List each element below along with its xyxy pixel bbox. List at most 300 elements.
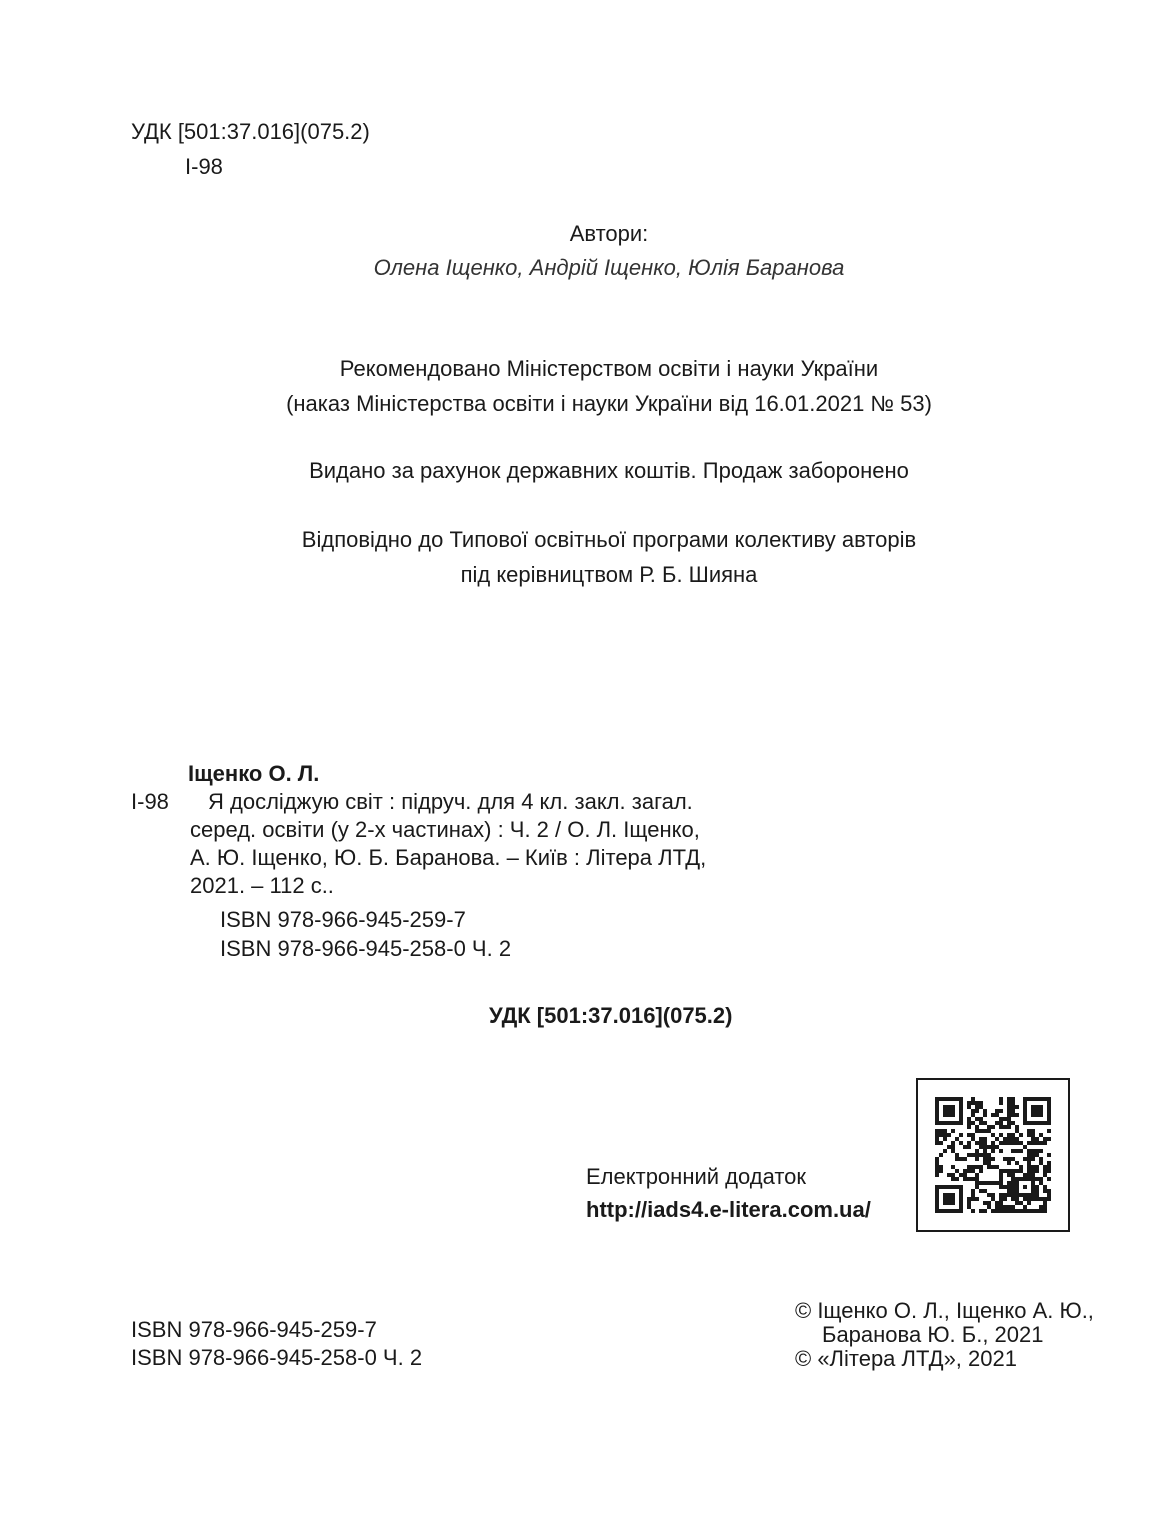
qr-module xyxy=(995,1137,999,1141)
catalog-card-code: І-98 xyxy=(131,789,169,814)
qr-module xyxy=(967,1201,971,1205)
qr-module xyxy=(999,1209,1003,1213)
qr-module xyxy=(935,1185,939,1189)
qr-module xyxy=(955,1097,959,1101)
qr-module xyxy=(1047,1105,1051,1109)
qr-module xyxy=(979,1141,983,1145)
qr-module xyxy=(991,1181,995,1185)
qr-module xyxy=(1035,1185,1039,1189)
qr-module xyxy=(935,1137,939,1141)
qr-module xyxy=(1039,1205,1043,1209)
qr-module xyxy=(1023,1205,1027,1209)
qr-module xyxy=(939,1141,943,1145)
qr-module xyxy=(979,1117,983,1121)
qr-module xyxy=(935,1109,939,1113)
qr-module xyxy=(999,1149,1003,1153)
qr-module xyxy=(999,1169,1003,1173)
qr-module xyxy=(1023,1197,1027,1201)
qr-module xyxy=(1039,1109,1043,1113)
qr-module xyxy=(1023,1193,1027,1197)
qr-module xyxy=(1035,1141,1039,1145)
qr-module xyxy=(1007,1141,1011,1145)
qr-module xyxy=(975,1177,979,1181)
qr-module xyxy=(1031,1173,1035,1177)
qr-module xyxy=(967,1105,971,1109)
qr-module xyxy=(967,1197,971,1201)
catalog-card-udk: УДК [501:37.016](075.2) xyxy=(489,1003,733,1028)
qr-module xyxy=(983,1209,987,1213)
qr-module xyxy=(1007,1133,1011,1137)
qr-module xyxy=(1007,1193,1011,1197)
qr-module xyxy=(935,1121,939,1125)
qr-module xyxy=(1035,1109,1039,1113)
qr-module xyxy=(995,1113,999,1117)
qr-module xyxy=(1023,1145,1027,1149)
qr-module xyxy=(1043,1137,1047,1141)
qr-module xyxy=(959,1193,963,1197)
qr-module xyxy=(991,1125,995,1129)
qr-module xyxy=(935,1141,939,1145)
qr-module xyxy=(995,1209,999,1213)
qr-module xyxy=(1035,1153,1039,1157)
published-notice: Видано за рахунок державних коштів. Продаж заборонено xyxy=(309,458,909,483)
qr-module xyxy=(975,1101,979,1105)
qr-module xyxy=(1047,1197,1051,1201)
qr-module xyxy=(975,1157,979,1161)
qr-module xyxy=(1027,1161,1031,1165)
qr-module xyxy=(1011,1133,1015,1137)
catalog-card-description xyxy=(190,788,740,900)
qr-module xyxy=(1027,1177,1031,1181)
qr-module xyxy=(1023,1157,1027,1161)
qr-module xyxy=(1003,1169,1007,1173)
qr-module xyxy=(1039,1097,1043,1101)
qr-module xyxy=(983,1181,987,1185)
qr-module xyxy=(971,1113,975,1117)
qr-module xyxy=(975,1149,979,1153)
qr-module xyxy=(1043,1121,1047,1125)
qr-module xyxy=(1027,1097,1031,1101)
qr-module xyxy=(1039,1209,1043,1213)
qr-module xyxy=(971,1109,975,1113)
qr-module xyxy=(991,1157,995,1161)
qr-module xyxy=(947,1173,951,1177)
qr-module xyxy=(1035,1121,1039,1125)
catalog-card-description-line: 2021. – 112 с.. xyxy=(190,873,334,898)
qr-module xyxy=(979,1153,983,1157)
qr-module xyxy=(971,1153,975,1157)
qr-module xyxy=(1011,1157,1015,1161)
udk-top-code: І-98 xyxy=(185,154,223,179)
qr-module xyxy=(1031,1121,1035,1125)
qr-module xyxy=(1039,1133,1043,1137)
qr-module xyxy=(943,1149,947,1153)
qr-module xyxy=(935,1201,939,1205)
qr-module xyxy=(971,1197,975,1201)
qr-module xyxy=(939,1129,943,1133)
qr-module xyxy=(991,1141,995,1145)
qr-module xyxy=(947,1121,951,1125)
qr-module xyxy=(1011,1169,1015,1173)
qr-module xyxy=(967,1125,971,1129)
qr-module xyxy=(999,1125,1003,1129)
qr-module xyxy=(1031,1185,1035,1189)
qr-module xyxy=(1039,1105,1043,1109)
qr-module xyxy=(947,1105,951,1109)
qr-module xyxy=(1023,1101,1027,1105)
udk-top-label: УДК [501:37.016](075.2) xyxy=(131,119,370,144)
qr-module xyxy=(1031,1193,1035,1197)
qr-module xyxy=(1015,1185,1019,1189)
qr-module xyxy=(1011,1193,1015,1197)
qr-module xyxy=(983,1145,987,1149)
qr-module xyxy=(955,1153,959,1157)
qr-module xyxy=(1015,1177,1019,1181)
qr-module xyxy=(971,1137,975,1141)
qr-module xyxy=(955,1169,959,1173)
qr-module xyxy=(1035,1209,1039,1213)
qr-module xyxy=(1043,1185,1047,1189)
qr-module xyxy=(1011,1097,1015,1101)
qr-module xyxy=(935,1113,939,1117)
qr-module xyxy=(1043,1205,1047,1209)
qr-module xyxy=(975,1173,979,1177)
qr-module xyxy=(983,1161,987,1165)
qr-module xyxy=(1019,1177,1023,1181)
qr-module xyxy=(1035,1137,1039,1141)
qr-module xyxy=(1011,1121,1015,1125)
qr-module xyxy=(1011,1109,1015,1113)
qr-module xyxy=(1015,1161,1019,1165)
qr-module xyxy=(995,1145,999,1149)
qr-module xyxy=(979,1105,983,1109)
qr-module xyxy=(1035,1165,1039,1169)
qr-module xyxy=(1047,1129,1051,1133)
qr-module xyxy=(1039,1181,1043,1185)
qr-module xyxy=(1027,1133,1031,1137)
qr-module xyxy=(987,1201,991,1205)
qr-module xyxy=(1019,1141,1023,1145)
qr-module xyxy=(995,1121,999,1125)
qr-module xyxy=(999,1109,1003,1113)
qr-module xyxy=(1023,1177,1027,1181)
qr-module xyxy=(951,1109,955,1113)
qr-module xyxy=(935,1097,939,1101)
qr-module xyxy=(1023,1097,1027,1101)
qr-module xyxy=(999,1133,1003,1137)
qr-module xyxy=(999,1181,1003,1185)
qr-module xyxy=(943,1109,947,1113)
qr-module xyxy=(1011,1197,1015,1201)
qr-module xyxy=(991,1145,995,1149)
qr-module xyxy=(947,1185,951,1189)
qr-module xyxy=(1043,1169,1047,1173)
qr-module xyxy=(959,1105,963,1109)
qr-module xyxy=(1011,1141,1015,1145)
qr-module xyxy=(935,1129,939,1133)
qr-module xyxy=(999,1197,1003,1201)
qr-module xyxy=(967,1117,971,1121)
qr-module xyxy=(1007,1185,1011,1189)
qr-module xyxy=(1039,1149,1043,1153)
qr-module xyxy=(1039,1157,1043,1161)
qr-module xyxy=(943,1121,947,1125)
qr-module xyxy=(1011,1185,1015,1189)
qr-module xyxy=(951,1209,955,1213)
qr-module xyxy=(1031,1109,1035,1113)
qr-module xyxy=(955,1209,959,1213)
qr-module xyxy=(991,1197,995,1201)
qr-module xyxy=(1011,1149,1015,1153)
qr-module xyxy=(1035,1169,1039,1173)
qr-module xyxy=(1043,1197,1047,1201)
qr-module xyxy=(1003,1137,1007,1141)
qr-module xyxy=(967,1169,971,1173)
catalog-card-isbn-2: ISBN 978-966-945-258-0 Ч. 2 xyxy=(220,936,512,961)
qr-module xyxy=(1031,1129,1035,1133)
qr-module xyxy=(1043,1173,1047,1177)
qr-module xyxy=(1035,1097,1039,1101)
qr-module xyxy=(1031,1141,1035,1145)
qr-module xyxy=(987,1193,991,1197)
qr-module xyxy=(947,1209,951,1213)
qr-module xyxy=(967,1133,971,1137)
qr-module xyxy=(939,1209,943,1213)
qr-module xyxy=(1007,1209,1011,1213)
qr-module xyxy=(951,1121,955,1125)
qr-module xyxy=(1035,1193,1039,1197)
qr-module xyxy=(967,1205,971,1209)
qr-module xyxy=(1027,1153,1031,1157)
catalog-card-description-line: А. Ю. Іщенко, Ю. Б. Баранова. – Київ : Літера ЛТД, xyxy=(190,845,707,870)
qr-module xyxy=(975,1141,979,1145)
qr-module xyxy=(1047,1193,1051,1197)
qr-module xyxy=(1015,1149,1019,1153)
qr-module xyxy=(975,1117,979,1121)
qr-module xyxy=(987,1161,991,1165)
isbn-bottom-2: ISBN 978-966-945-258-0 Ч. 2 xyxy=(131,1345,423,1370)
qr-module xyxy=(983,1109,987,1113)
qr-module xyxy=(935,1101,939,1105)
authors-label: Автори: xyxy=(569,221,649,246)
qr-module xyxy=(995,1205,999,1209)
qr-module xyxy=(959,1205,963,1209)
qr-module xyxy=(939,1097,943,1101)
qr-module xyxy=(1027,1197,1031,1201)
electronic-supplement-label: Електронний додаток xyxy=(586,1164,807,1189)
electronic-supplement-url[interactable]: http://iads4.e-litera.com.ua/ xyxy=(586,1197,871,1222)
qr-module xyxy=(999,1101,1003,1105)
qr-module xyxy=(971,1189,975,1193)
qr-module xyxy=(1035,1177,1039,1181)
qr-module xyxy=(979,1145,983,1149)
qr-module xyxy=(975,1125,979,1129)
qr-module xyxy=(979,1209,983,1213)
qr-module xyxy=(1015,1189,1019,1193)
qr-module xyxy=(959,1185,963,1189)
qr-module xyxy=(1043,1141,1047,1145)
qr-module xyxy=(935,1169,939,1173)
qr-module xyxy=(971,1193,975,1197)
qr-module xyxy=(959,1157,963,1161)
qr-module xyxy=(1003,1141,1007,1145)
qr-module xyxy=(983,1121,987,1125)
qr-module xyxy=(947,1201,951,1205)
qr-module xyxy=(963,1145,967,1149)
qr-module xyxy=(1007,1097,1011,1101)
qr-module xyxy=(943,1133,947,1137)
qr-module xyxy=(1003,1117,1007,1121)
qr-module xyxy=(1027,1141,1031,1145)
qr-module xyxy=(959,1173,963,1177)
catalog-card-description-line: серед. освіти (у 2-х частинах) : Ч. 2 / О. Л. Іщенко, xyxy=(190,817,700,842)
qr-module xyxy=(1019,1201,1023,1205)
qr-module xyxy=(1031,1177,1035,1181)
qr-module xyxy=(951,1113,955,1117)
qr-module xyxy=(955,1137,959,1141)
qr-module xyxy=(959,1109,963,1113)
qr-module xyxy=(1007,1121,1011,1125)
qr-module xyxy=(951,1097,955,1101)
qr-module xyxy=(1027,1129,1031,1133)
qr-module xyxy=(1047,1097,1051,1101)
qr-module xyxy=(987,1181,991,1185)
qr-module xyxy=(1043,1189,1047,1193)
qr-module xyxy=(959,1209,963,1213)
qr-module xyxy=(995,1181,999,1185)
qr-module xyxy=(963,1157,967,1161)
recommendation-line-1: Рекомендовано Міністерством освіти і науки України xyxy=(339,356,879,381)
qr-module xyxy=(1003,1209,1007,1213)
qr-module xyxy=(935,1205,939,1209)
qr-module xyxy=(959,1113,963,1117)
qr-module xyxy=(939,1185,943,1189)
qr-module xyxy=(1011,1177,1015,1181)
qr-module xyxy=(951,1165,955,1169)
catalog-card-isbn-1: ISBN 978-966-945-259-7 xyxy=(220,907,466,932)
qr-module xyxy=(947,1193,951,1197)
qr-module xyxy=(975,1181,979,1185)
qr-module xyxy=(1011,1173,1015,1177)
qr-module xyxy=(987,1125,991,1129)
qr-module xyxy=(1011,1137,1015,1141)
qr-module xyxy=(999,1173,1003,1177)
qr-module xyxy=(971,1169,975,1173)
qr-module xyxy=(999,1201,1003,1205)
qr-module xyxy=(935,1193,939,1197)
qr-module xyxy=(939,1169,943,1173)
qr-module xyxy=(951,1105,955,1109)
qr-module xyxy=(979,1189,983,1193)
qr-module xyxy=(995,1165,999,1169)
qr-module xyxy=(1031,1137,1035,1141)
qr-module xyxy=(935,1133,939,1137)
qr-module xyxy=(959,1117,963,1121)
qr-module xyxy=(959,1133,963,1137)
qr-module xyxy=(1043,1209,1047,1213)
qr-module xyxy=(1007,1137,1011,1141)
qr-module xyxy=(951,1193,955,1197)
qr-module xyxy=(1031,1113,1035,1117)
qr-module xyxy=(947,1113,951,1117)
catalog-card-author: Іщенко О. Л. xyxy=(188,761,320,786)
qr-module xyxy=(1027,1169,1031,1173)
qr-module xyxy=(1011,1101,1015,1105)
qr-module xyxy=(1003,1185,1007,1189)
qr-module xyxy=(983,1137,987,1141)
qr-module xyxy=(947,1109,951,1113)
qr-module xyxy=(1003,1193,1007,1197)
qr-module xyxy=(1015,1125,1019,1129)
qr-module xyxy=(1003,1157,1007,1161)
qr-module xyxy=(1007,1113,1011,1117)
qr-module xyxy=(999,1177,1003,1181)
qr-module xyxy=(951,1177,955,1181)
qr-module xyxy=(1015,1209,1019,1213)
qr-module xyxy=(1039,1113,1043,1117)
qr-module xyxy=(955,1177,959,1181)
qr-module xyxy=(995,1109,999,1113)
qr-module xyxy=(935,1165,939,1169)
qr-module xyxy=(1031,1097,1035,1101)
qr-module xyxy=(1043,1201,1047,1205)
qr-module xyxy=(1011,1113,1015,1117)
qr-module xyxy=(963,1173,967,1177)
qr-module xyxy=(999,1121,1003,1125)
qr-module xyxy=(935,1189,939,1193)
catalog-card-description-line: Я досліджую світ : підруч. для 4 кл. закл. загал. xyxy=(208,789,693,814)
qr-module xyxy=(951,1197,955,1201)
qr-module xyxy=(1027,1201,1031,1205)
qr-module xyxy=(1047,1161,1051,1165)
qr-module xyxy=(1015,1113,1019,1117)
qr-module xyxy=(1003,1197,1007,1201)
qr-module xyxy=(1011,1181,1015,1185)
qr-module xyxy=(935,1157,939,1161)
qr-module xyxy=(1047,1177,1051,1181)
qr-module xyxy=(963,1169,967,1173)
qr-module xyxy=(1047,1121,1051,1125)
qr-module xyxy=(967,1101,971,1105)
qr-module xyxy=(983,1141,987,1145)
qr-module xyxy=(943,1193,947,1197)
qr-module xyxy=(1047,1117,1051,1121)
qr-module xyxy=(951,1173,955,1177)
qr-module xyxy=(983,1201,987,1205)
qr-module xyxy=(935,1173,939,1177)
qr-module xyxy=(1007,1117,1011,1121)
qr-module xyxy=(1007,1173,1011,1177)
qr-module xyxy=(1035,1189,1039,1193)
qr-module xyxy=(987,1145,991,1149)
qr-module xyxy=(955,1121,959,1125)
qr-module xyxy=(991,1133,995,1137)
qr-module xyxy=(1023,1105,1027,1109)
qr-module xyxy=(987,1157,991,1161)
qr-module xyxy=(959,1097,963,1101)
qr-module xyxy=(1019,1169,1023,1173)
program-line-1: Відповідно до Типової освітньої програми колективу авторів xyxy=(301,527,917,552)
copyright-line-3: © «Літера ЛТД», 2021 xyxy=(795,1346,1017,1371)
qr-module xyxy=(1015,1197,1019,1201)
qr-module xyxy=(959,1197,963,1201)
qr-module xyxy=(1007,1169,1011,1173)
qr-module xyxy=(1011,1189,1015,1193)
qr-module xyxy=(967,1141,971,1145)
qr-module xyxy=(1031,1189,1035,1193)
qr-module xyxy=(1047,1189,1051,1193)
qr-module xyxy=(959,1121,963,1125)
